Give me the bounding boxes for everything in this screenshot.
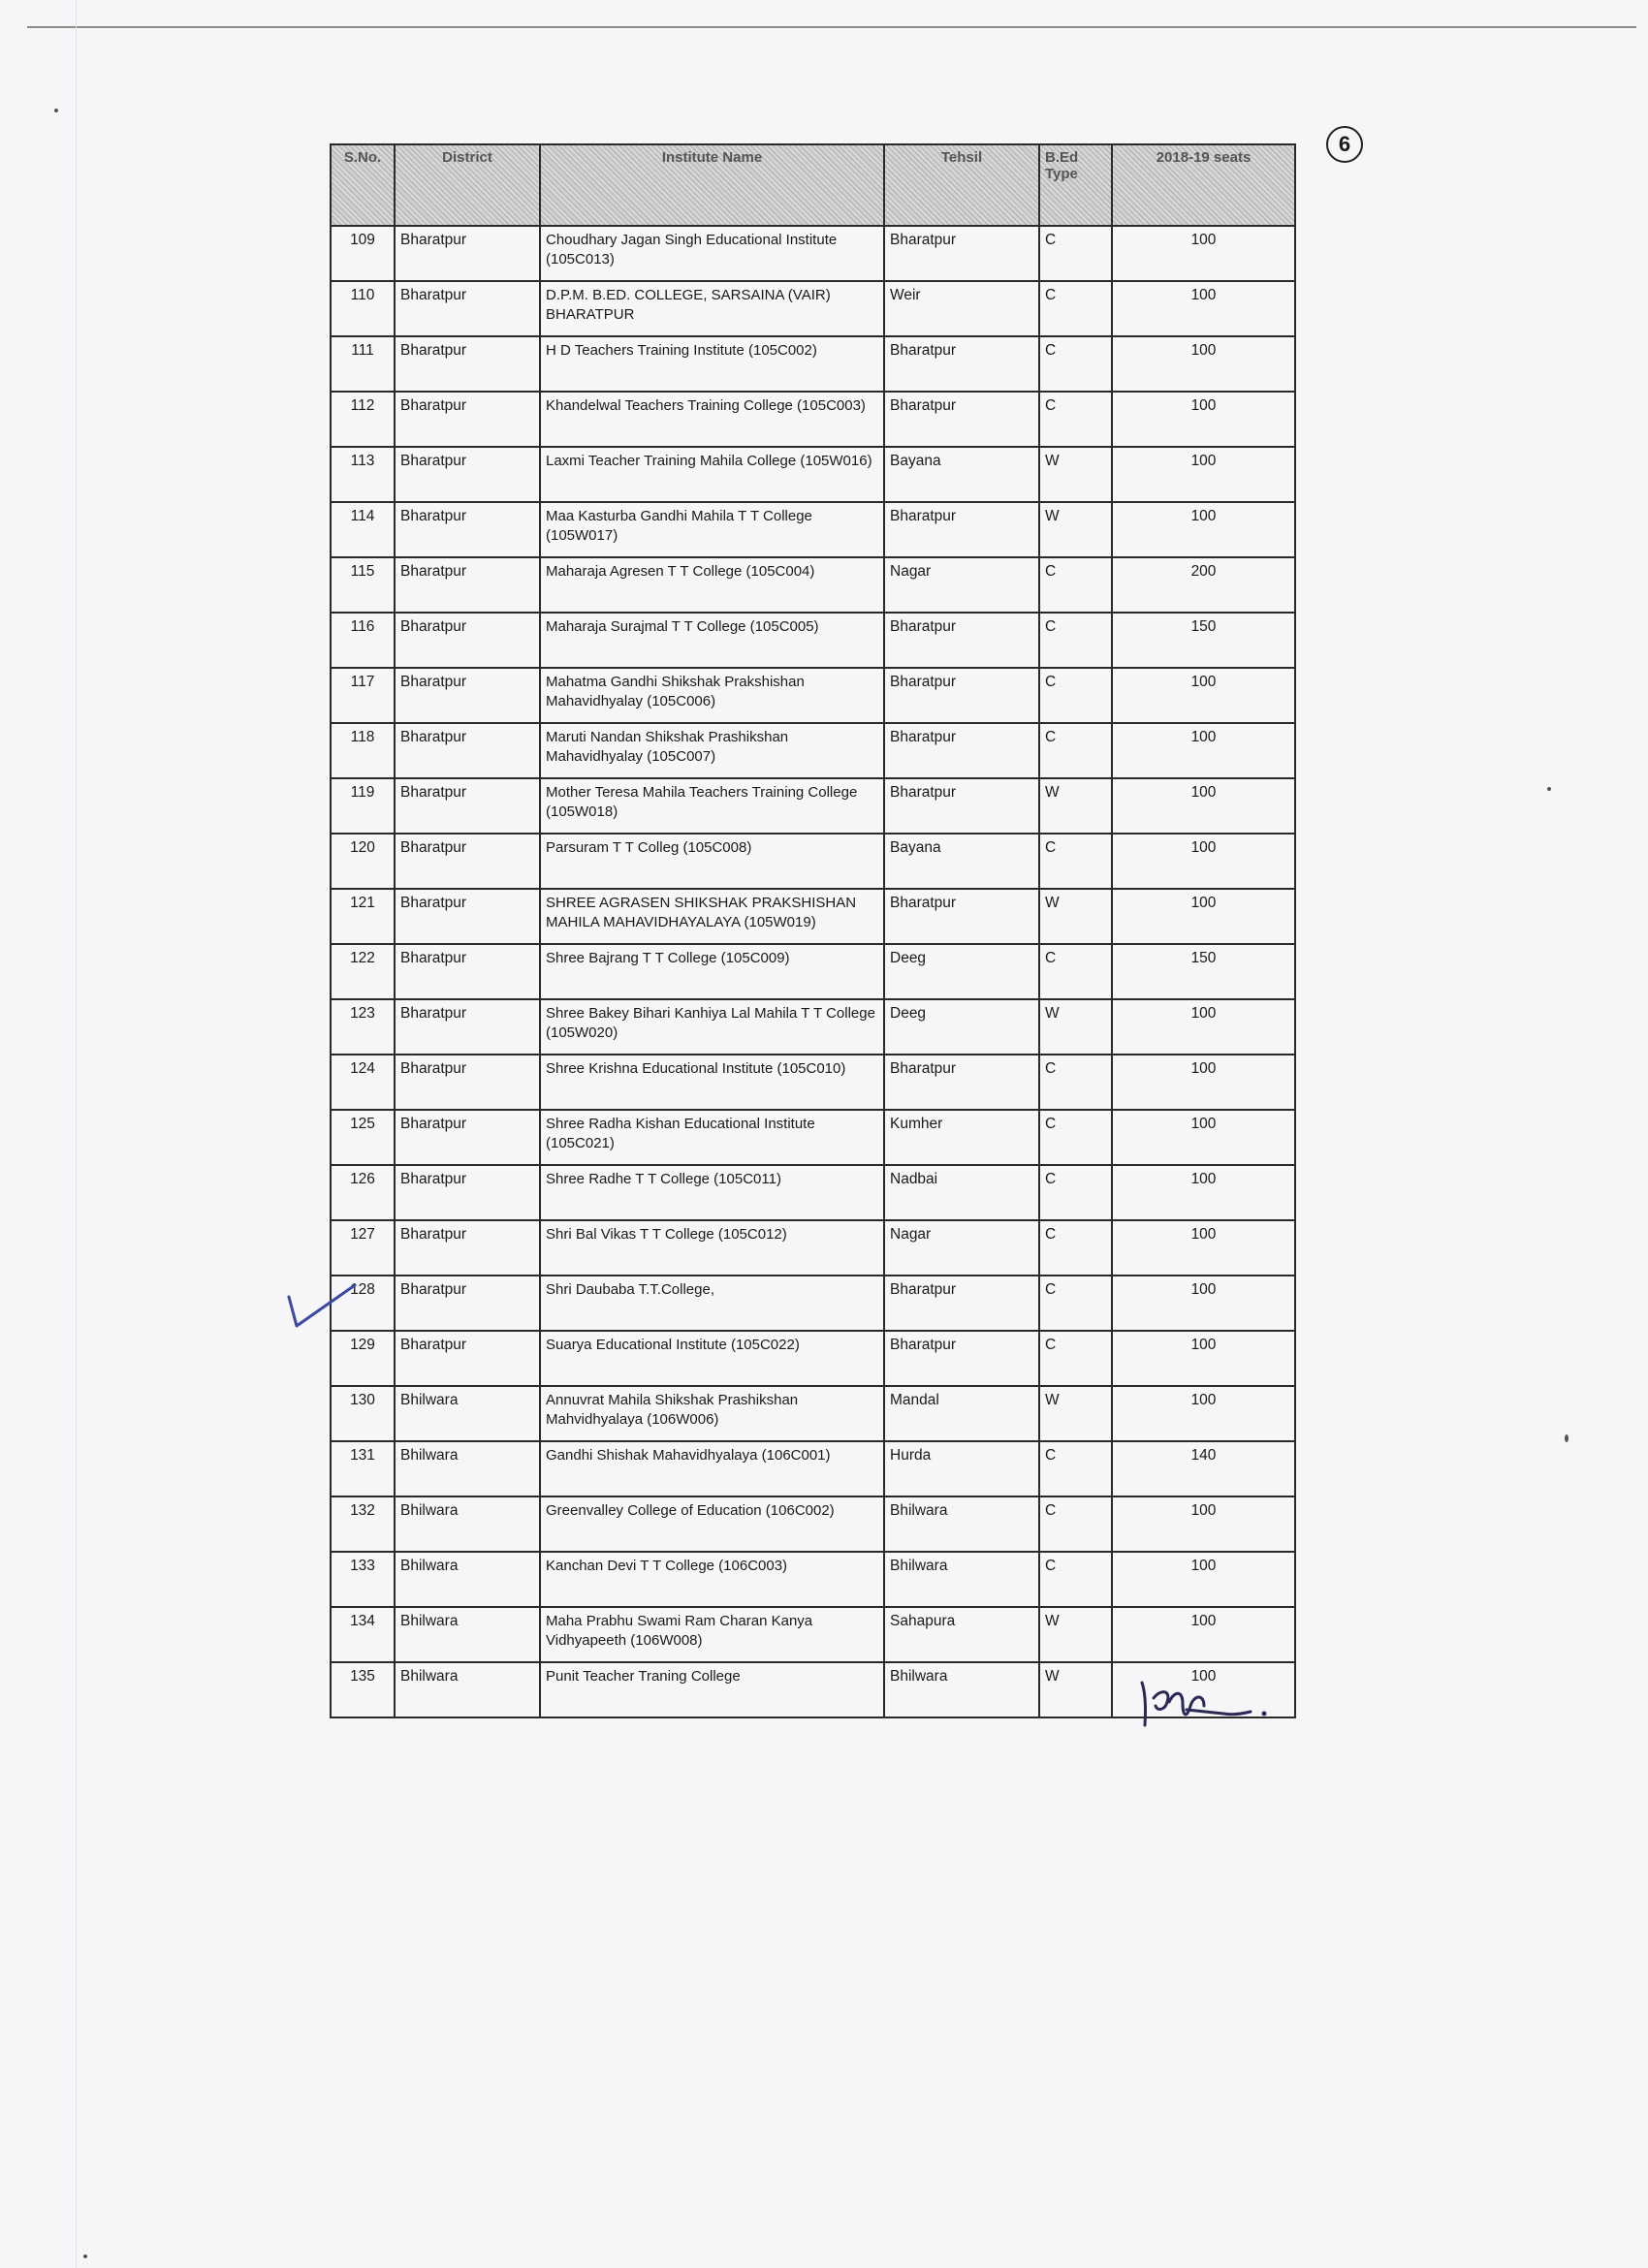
- cell-type: C: [1039, 1331, 1112, 1386]
- cell-district: Bharatpur: [395, 502, 540, 557]
- cell-type: W: [1039, 447, 1112, 502]
- table-row: [331, 889, 1295, 944]
- cell-district: Bharatpur: [395, 1165, 540, 1220]
- cell-type: W: [1039, 1662, 1112, 1717]
- cell-district: Bhilwara: [395, 1607, 540, 1662]
- cell-institute: SHREE AGRASEN SHIKSHAK PRAKSHISHAN MAHILA MAHAVIDHAYALAYA (105W019): [540, 889, 884, 944]
- table-row: [331, 1276, 1295, 1331]
- cell-sno: 116: [331, 613, 395, 668]
- cell-institute: Greenvalley College of Education (106C002): [540, 1496, 884, 1552]
- cell-tehsil: Bharatpur: [884, 668, 1039, 723]
- table-row: [331, 502, 1295, 557]
- cell-tehsil: Bhilwara: [884, 1662, 1039, 1717]
- cell-district: Bharatpur: [395, 226, 540, 281]
- cell-institute: Laxmi Teacher Training Mahila College (105W016): [540, 447, 884, 502]
- signature-icon: [1136, 1677, 1272, 1735]
- cell-seats: 150: [1112, 944, 1295, 999]
- scan-speck: [83, 2254, 87, 2258]
- cell-tehsil: Deeg: [884, 944, 1039, 999]
- table-row: [331, 944, 1295, 999]
- cell-sno: 114: [331, 502, 395, 557]
- cell-institute: Shree Krishna Educational Institute (105C010): [540, 1055, 884, 1110]
- cell-seats: 100: [1112, 281, 1295, 336]
- cell-seats: 100: [1112, 226, 1295, 281]
- table-row: [331, 1386, 1295, 1441]
- cell-institute: Shree Bakey Bihari Kanhiya Lal Mahila T T College (105W020): [540, 999, 884, 1055]
- cell-sno: 128: [331, 1276, 395, 1331]
- table-row: [331, 778, 1295, 834]
- cell-sno: 121: [331, 889, 395, 944]
- cell-tehsil: Kumher: [884, 1110, 1039, 1165]
- cell-tehsil: Hurda: [884, 1441, 1039, 1496]
- cell-tehsil: Bharatpur: [884, 1276, 1039, 1331]
- cell-type: C: [1039, 944, 1112, 999]
- cell-sno: 130: [331, 1386, 395, 1441]
- cell-tehsil: Bharatpur: [884, 502, 1039, 557]
- cell-sno: 123: [331, 999, 395, 1055]
- cell-institute: Shri Bal Vikas T T College (105C012): [540, 1220, 884, 1276]
- cell-district: Bharatpur: [395, 889, 540, 944]
- cell-tehsil: Bharatpur: [884, 613, 1039, 668]
- cell-seats: 100: [1112, 889, 1295, 944]
- cell-institute: Maharaja Agresen T T College (105C004): [540, 557, 884, 613]
- cell-district: Bharatpur: [395, 723, 540, 778]
- cell-sno: 120: [331, 834, 395, 889]
- table-row: [331, 226, 1295, 281]
- cell-district: Bharatpur: [395, 834, 540, 889]
- table-row: [331, 1607, 1295, 1662]
- cell-sno: 125: [331, 1110, 395, 1165]
- cell-type: C: [1039, 834, 1112, 889]
- table-row: [331, 281, 1295, 336]
- table-row: [331, 613, 1295, 668]
- cell-institute: Punit Teacher Traning College: [540, 1662, 884, 1717]
- cell-seats: 100: [1112, 999, 1295, 1055]
- cell-sno: 110: [331, 281, 395, 336]
- cell-seats: 100: [1112, 336, 1295, 392]
- cell-sno: 113: [331, 447, 395, 502]
- cell-district: Bhilwara: [395, 1662, 540, 1717]
- scan-speck: [1547, 787, 1551, 791]
- cell-sno: 124: [331, 1055, 395, 1110]
- scan-edge-line: [27, 26, 1636, 28]
- cell-sno: 118: [331, 723, 395, 778]
- cell-sno: 126: [331, 1165, 395, 1220]
- cell-tehsil: Bharatpur: [884, 336, 1039, 392]
- cell-type: W: [1039, 999, 1112, 1055]
- cell-institute: Khandelwal Teachers Training College (105C003): [540, 392, 884, 447]
- cell-sno: 132: [331, 1496, 395, 1552]
- cell-type: C: [1039, 613, 1112, 668]
- cell-tehsil: Nagar: [884, 557, 1039, 613]
- table-row: [331, 1496, 1295, 1552]
- cell-institute: Maha Prabhu Swami Ram Charan Kanya Vidhyapeeth (106W008): [540, 1607, 884, 1662]
- cell-type: W: [1039, 1386, 1112, 1441]
- cell-sno: 134: [331, 1607, 395, 1662]
- cell-sno: 127: [331, 1220, 395, 1276]
- cell-tehsil: Bharatpur: [884, 723, 1039, 778]
- table-row: [331, 1055, 1295, 1110]
- scan-margin-shadow: [76, 0, 77, 2268]
- table-row: [331, 1552, 1295, 1607]
- cell-seats: 100: [1112, 668, 1295, 723]
- table-row: [331, 1441, 1295, 1496]
- cell-seats: 100: [1112, 1055, 1295, 1110]
- cell-institute: Maa Kasturba Gandhi Mahila T T College (105W017): [540, 502, 884, 557]
- cell-type: C: [1039, 336, 1112, 392]
- header-row: [331, 144, 1295, 226]
- cell-institute: Shri Daubaba T.T.College,: [540, 1276, 884, 1331]
- cell-seats: 100: [1112, 1110, 1295, 1165]
- cell-type: C: [1039, 1165, 1112, 1220]
- cell-seats: 100: [1112, 1607, 1295, 1662]
- cell-institute: Kanchan Devi T T College (106C003): [540, 1552, 884, 1607]
- table-row: [331, 668, 1295, 723]
- tick-mark-icon: [283, 1277, 361, 1345]
- cell-district: Bharatpur: [395, 1331, 540, 1386]
- cell-type: C: [1039, 723, 1112, 778]
- cell-seats: 100: [1112, 1496, 1295, 1552]
- cell-district: Bharatpur: [395, 1055, 540, 1110]
- cell-type: C: [1039, 668, 1112, 723]
- cell-type: C: [1039, 557, 1112, 613]
- table-header: [331, 144, 1295, 226]
- header-tehsil: Tehsil: [884, 144, 1039, 226]
- header-btype: B.Ed Type: [1039, 144, 1112, 226]
- cell-seats: 150: [1112, 613, 1295, 668]
- cell-type: C: [1039, 1055, 1112, 1110]
- cell-institute: Shree Radha Kishan Educational Institute (105C021): [540, 1110, 884, 1165]
- header-institute: Institute Name: [540, 144, 884, 226]
- cell-type: W: [1039, 502, 1112, 557]
- cell-institute: Parsuram T T Colleg (105C008): [540, 834, 884, 889]
- institute-table: [330, 143, 1296, 1718]
- table-row: [331, 557, 1295, 613]
- cell-seats: 100: [1112, 1165, 1295, 1220]
- cell-tehsil: Bhilwara: [884, 1496, 1039, 1552]
- cell-tehsil: Deeg: [884, 999, 1039, 1055]
- cell-district: Bhilwara: [395, 1496, 540, 1552]
- cell-institute: Maruti Nandan Shikshak Prashikshan Mahavidhyalay (105C007): [540, 723, 884, 778]
- cell-district: Bhilwara: [395, 1552, 540, 1607]
- cell-district: Bhilwara: [395, 1386, 540, 1441]
- cell-district: Bharatpur: [395, 392, 540, 447]
- table-row: [331, 1220, 1295, 1276]
- cell-tehsil: Bharatpur: [884, 1331, 1039, 1386]
- cell-type: W: [1039, 1607, 1112, 1662]
- header-seats: 2018-19 seats: [1112, 144, 1295, 226]
- cell-tehsil: Sahapura: [884, 1607, 1039, 1662]
- cell-seats: 100: [1112, 723, 1295, 778]
- cell-district: Bharatpur: [395, 1110, 540, 1165]
- cell-tehsil: Mandal: [884, 1386, 1039, 1441]
- cell-tehsil: Bharatpur: [884, 889, 1039, 944]
- cell-type: C: [1039, 281, 1112, 336]
- cell-type: C: [1039, 226, 1112, 281]
- cell-tehsil: Bhilwara: [884, 1552, 1039, 1607]
- cell-tehsil: Bharatpur: [884, 226, 1039, 281]
- cell-type: C: [1039, 1220, 1112, 1276]
- cell-sno: 119: [331, 778, 395, 834]
- cell-sno: 131: [331, 1441, 395, 1496]
- cell-district: Bharatpur: [395, 1220, 540, 1276]
- cell-type: C: [1039, 1496, 1112, 1552]
- cell-district: Bharatpur: [395, 668, 540, 723]
- cell-district: Bharatpur: [395, 613, 540, 668]
- cell-seats: 100: [1112, 447, 1295, 502]
- cell-sno: 129: [331, 1331, 395, 1386]
- table-row: [331, 447, 1295, 502]
- cell-institute: D.P.M. B.ED. COLLEGE, SARSAINA (VAIR) BHARATPUR: [540, 281, 884, 336]
- header-sno: S.No.: [331, 144, 395, 226]
- cell-seats: 100: [1112, 778, 1295, 834]
- cell-seats: 100: [1112, 1220, 1295, 1276]
- cell-type: W: [1039, 778, 1112, 834]
- cell-district: Bharatpur: [395, 447, 540, 502]
- cell-district: Bharatpur: [395, 1276, 540, 1331]
- cell-sno: 133: [331, 1552, 395, 1607]
- cell-seats: 100: [1112, 1276, 1295, 1331]
- cell-institute: Annuvrat Mahila Shikshak Prashikshan Mahvidhyalaya (106W006): [540, 1386, 884, 1441]
- cell-institute: Maharaja Surajmal T T College (105C005): [540, 613, 884, 668]
- cell-tehsil: Weir: [884, 281, 1039, 336]
- cell-seats: 100: [1112, 1662, 1295, 1717]
- cell-seats: 100: [1112, 1331, 1295, 1386]
- cell-type: C: [1039, 1441, 1112, 1496]
- cell-institute: Suarya Educational Institute (105C022): [540, 1331, 884, 1386]
- cell-district: Bharatpur: [395, 336, 540, 392]
- cell-tehsil: Bayana: [884, 447, 1039, 502]
- cell-sno: 109: [331, 226, 395, 281]
- cell-seats: 140: [1112, 1441, 1295, 1496]
- cell-sno: 112: [331, 392, 395, 447]
- table-row: [331, 336, 1295, 392]
- cell-type: C: [1039, 1552, 1112, 1607]
- table-row: [331, 834, 1295, 889]
- cell-tehsil: Bharatpur: [884, 392, 1039, 447]
- table-row: [331, 392, 1295, 447]
- table-row: [331, 1331, 1295, 1386]
- page-number: 6: [1326, 126, 1363, 163]
- cell-institute: Gandhi Shishak Mahavidhyalaya (106C001): [540, 1441, 884, 1496]
- cell-sno: 111: [331, 336, 395, 392]
- cell-district: Bharatpur: [395, 557, 540, 613]
- table-row: [331, 723, 1295, 778]
- table-row: [331, 999, 1295, 1055]
- table-row: [331, 1165, 1295, 1220]
- cell-type: W: [1039, 889, 1112, 944]
- cell-district: Bharatpur: [395, 999, 540, 1055]
- cell-institute: Shree Radhe T T College (105C011): [540, 1165, 884, 1220]
- cell-institute: Choudhary Jagan Singh Educational Institute (105C013): [540, 226, 884, 281]
- cell-institute: Mother Teresa Mahila Teachers Training College (105W018): [540, 778, 884, 834]
- header-district: District: [395, 144, 540, 226]
- cell-tehsil: Bharatpur: [884, 778, 1039, 834]
- cell-tehsil: Bharatpur: [884, 1055, 1039, 1110]
- cell-type: C: [1039, 392, 1112, 447]
- cell-district: Bhilwara: [395, 1441, 540, 1496]
- cell-institute: H D Teachers Training Institute (105C002): [540, 336, 884, 392]
- cell-sno: 135: [331, 1662, 395, 1717]
- table-body: [331, 226, 1295, 1717]
- cell-type: C: [1039, 1276, 1112, 1331]
- cell-institute: Mahatma Gandhi Shikshak Prakshishan Mahavidhyalay (105C006): [540, 668, 884, 723]
- cell-district: Bharatpur: [395, 778, 540, 834]
- table-row: [331, 1110, 1295, 1165]
- cell-seats: 100: [1112, 502, 1295, 557]
- scan-speck: [54, 109, 58, 112]
- cell-institute: Shree Bajrang T T College (105C009): [540, 944, 884, 999]
- cell-sno: 122: [331, 944, 395, 999]
- cell-sno: 117: [331, 668, 395, 723]
- cell-seats: 100: [1112, 834, 1295, 889]
- cell-sno: 115: [331, 557, 395, 613]
- cell-district: Bharatpur: [395, 944, 540, 999]
- cell-type: C: [1039, 1110, 1112, 1165]
- cell-seats: 100: [1112, 392, 1295, 447]
- cell-tehsil: Nagar: [884, 1220, 1039, 1276]
- cell-seats: 200: [1112, 557, 1295, 613]
- cell-tehsil: Nadbai: [884, 1165, 1039, 1220]
- cell-district: Bharatpur: [395, 281, 540, 336]
- cell-tehsil: Bayana: [884, 834, 1039, 889]
- cell-seats: 100: [1112, 1552, 1295, 1607]
- scan-speck: [1565, 1434, 1569, 1442]
- cell-seats: 100: [1112, 1386, 1295, 1441]
